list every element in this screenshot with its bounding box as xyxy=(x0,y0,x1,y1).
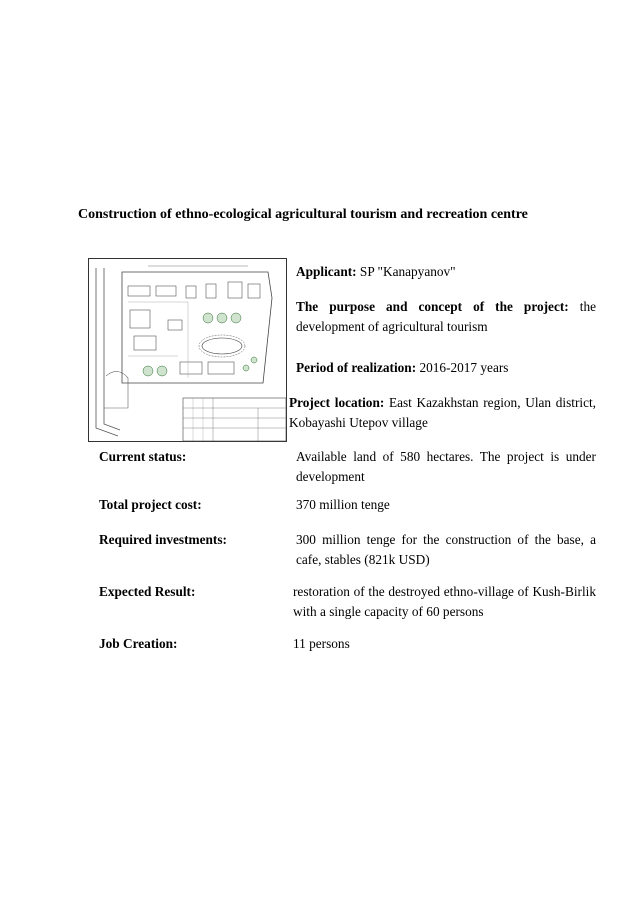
total-cost-value: 370 million tenge xyxy=(296,497,390,512)
period-label: Period of realization: xyxy=(296,360,417,375)
period-value: 2016-2017 years xyxy=(419,360,509,375)
purpose-field xyxy=(296,297,596,337)
purpose-value: the development of agricultural tourism xyxy=(296,299,597,334)
total-cost-label: Total project cost: xyxy=(99,497,202,512)
required-investments-value: 300 million tenge for the construction of the base, a cafe, stables (821k USD) xyxy=(296,532,596,567)
applicant-field xyxy=(296,262,596,282)
expected-result-label: Expected Result: xyxy=(99,584,196,599)
applicant-value: SP "Kanapyanov" xyxy=(359,264,456,279)
period-field xyxy=(296,358,596,378)
expected-result-value: restoration of the destroyed ethno-village of Kush-Birlik with a single capacity of 60 persons xyxy=(293,584,596,619)
location-field xyxy=(289,393,596,433)
job-creation-value: 11 persons xyxy=(293,636,350,651)
current-status-value: Available land of 580 hectares. The project is under development xyxy=(296,449,596,484)
purpose-label: The purpose and concept of the project: xyxy=(296,299,569,314)
required-investments-label: Required investments: xyxy=(99,532,227,547)
site-plan-drawing xyxy=(88,258,287,442)
current-status-label: Current status: xyxy=(99,449,187,464)
location-value: East Kazakhstan region, Ulan district, Kobayashi Utepov village xyxy=(289,395,596,430)
applicant-label: Applicant: xyxy=(296,264,357,279)
location-label: Project location: xyxy=(289,395,385,410)
page-title: Construction of ethno-ecological agricultural tourism and recreation centre xyxy=(78,207,528,222)
job-creation-label: Job Creation: xyxy=(99,636,178,651)
